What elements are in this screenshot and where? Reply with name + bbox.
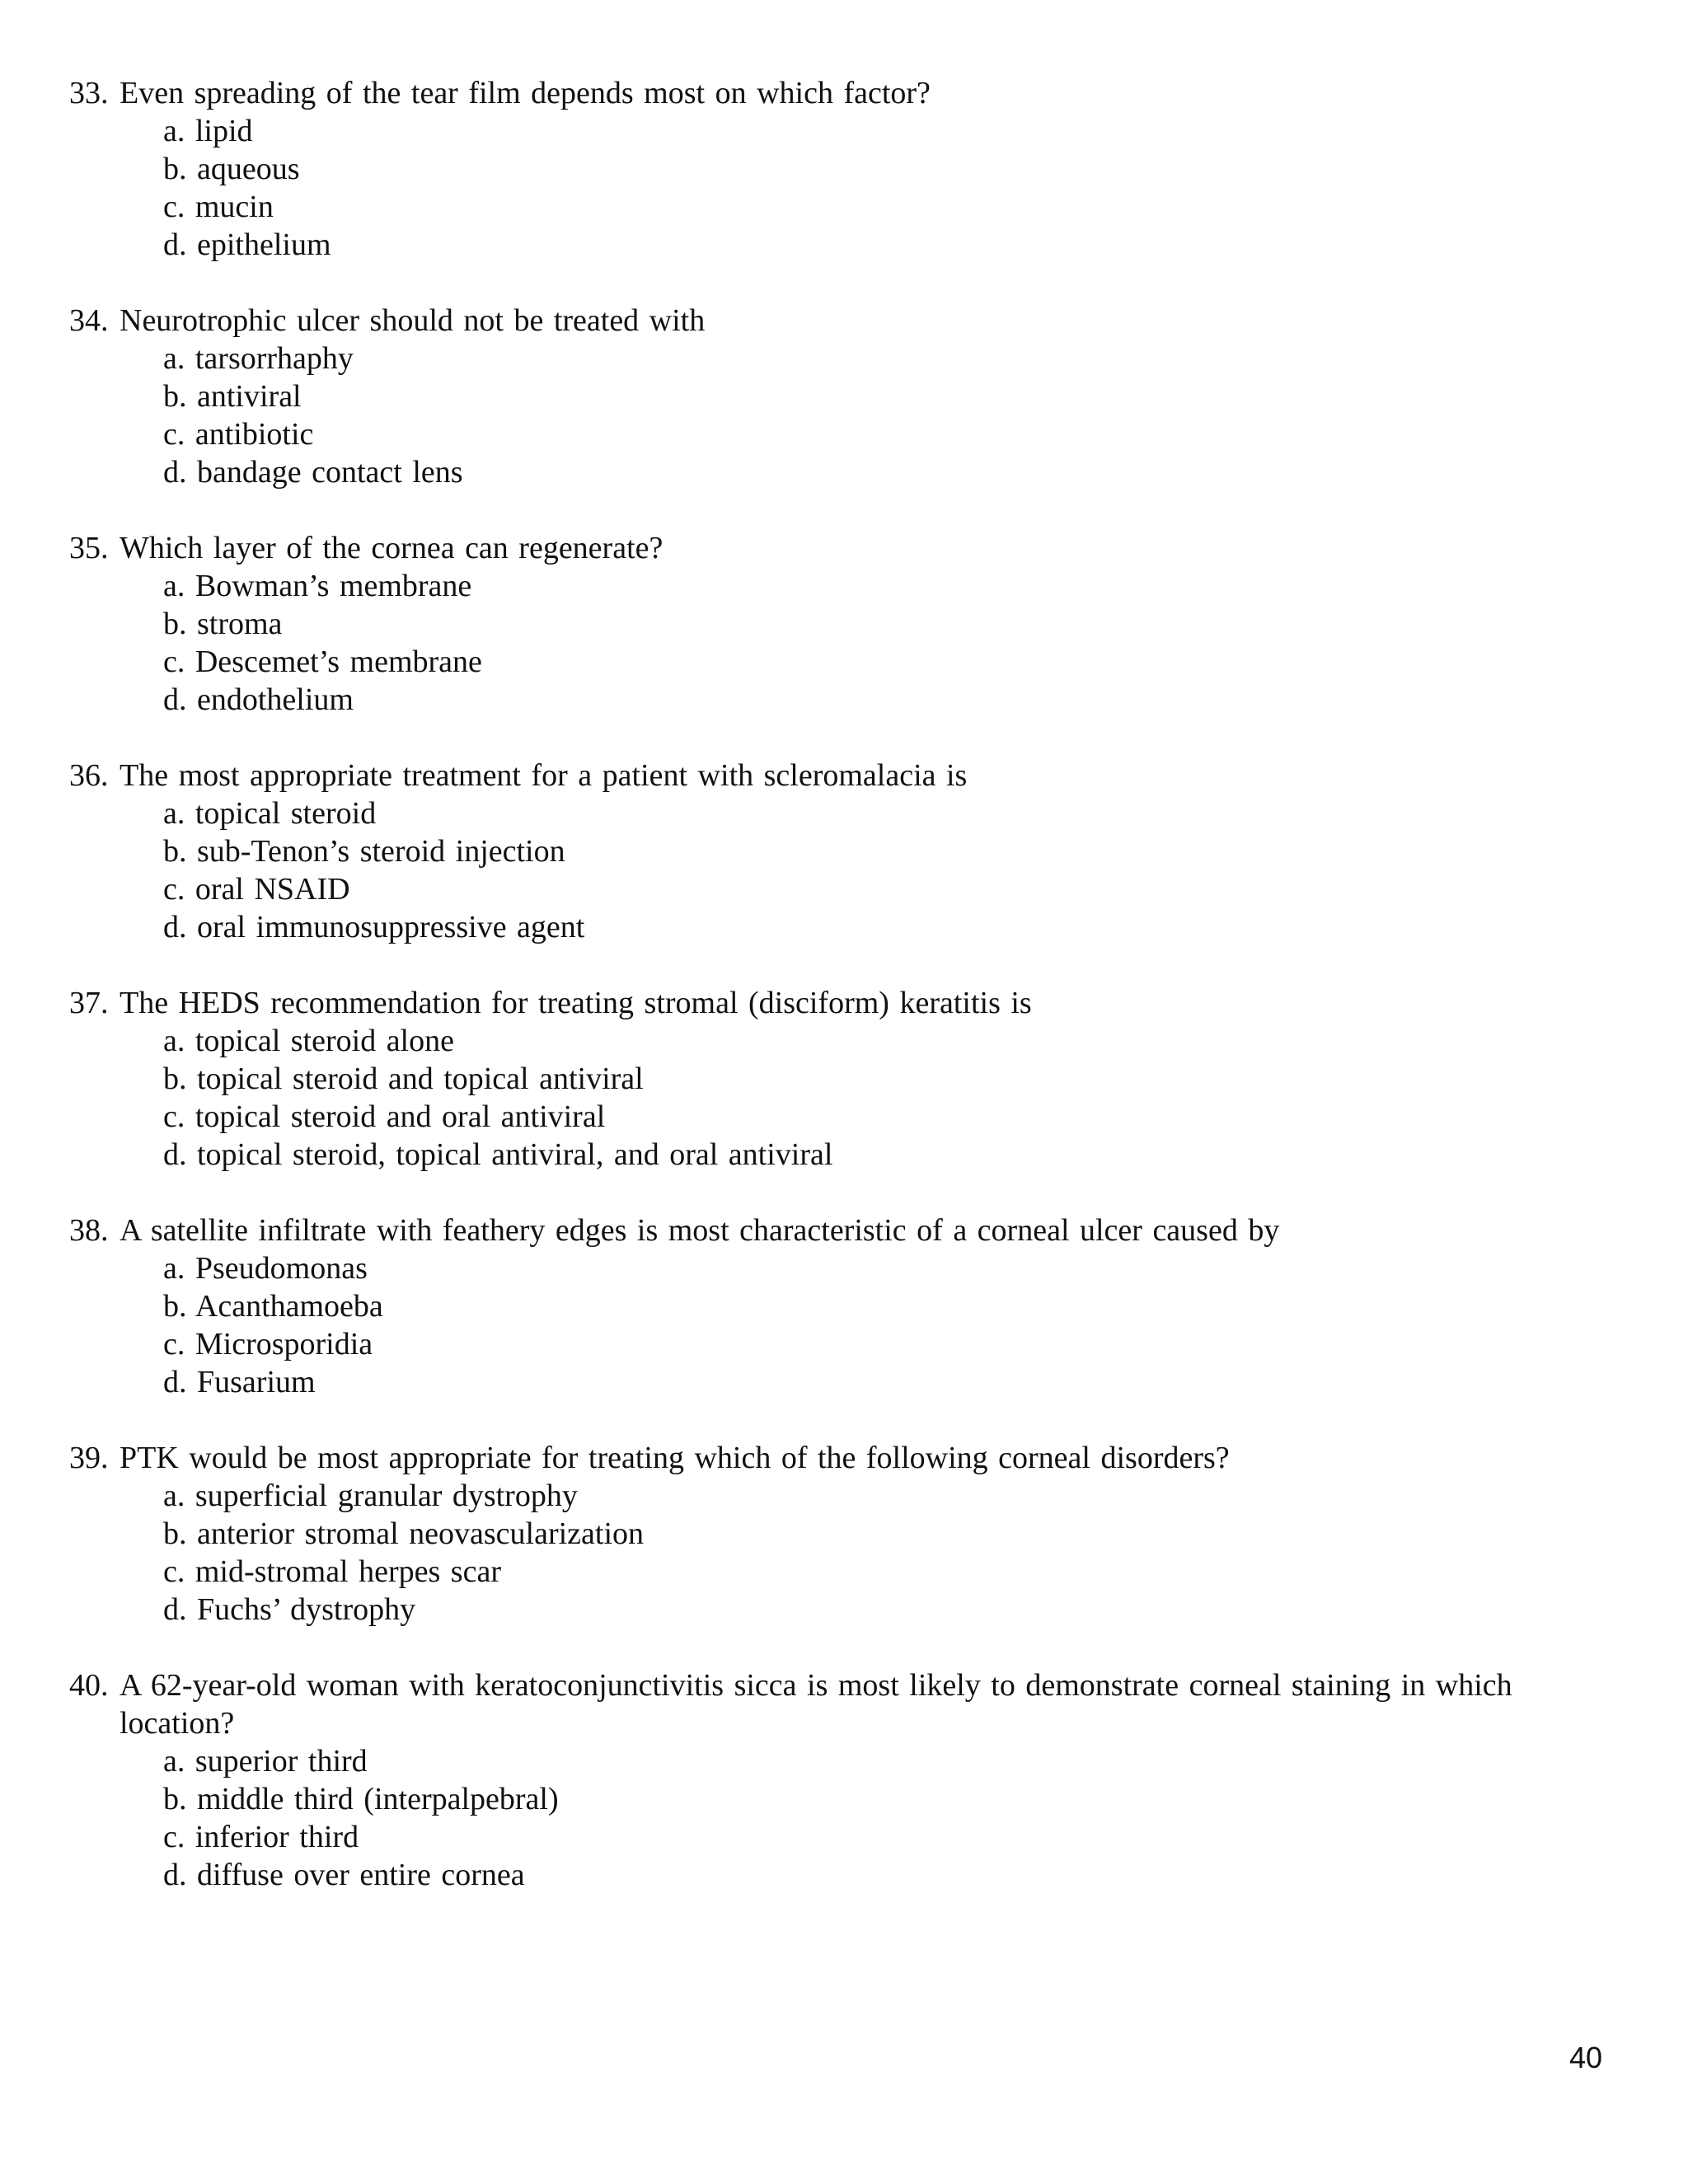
- answer-option: c. antibiotic: [163, 417, 314, 452]
- answer-option: a. tarsorrhaphy: [163, 341, 354, 376]
- answer-option: a. topical steroid alone: [163, 1024, 454, 1058]
- question-stem: [69, 74, 1569, 112]
- answer-option: c. Microsporidia: [163, 1327, 373, 1361]
- answer-option: c. mid-stromal herpes scar: [163, 1554, 501, 1589]
- question-text: Even spreading of the tear film depends most on which factor?: [120, 76, 931, 110]
- answer-option: b. topical steroid and topical antiviral: [163, 1062, 644, 1096]
- question-number: 37.: [69, 986, 109, 1020]
- answer-option: a. Bowman’s membrane: [163, 569, 472, 603]
- question-number: 39.: [69, 1441, 109, 1475]
- question-text: Neurotrophic ulcer should not be treated with: [120, 303, 706, 338]
- question-number: 35.: [69, 531, 109, 565]
- question-34: [69, 302, 1569, 491]
- question-number: 33.: [69, 76, 109, 110]
- answer-options: [69, 1022, 1569, 1174]
- answer-option: a. Pseudomonas: [163, 1251, 368, 1286]
- question-number: 36.: [69, 758, 109, 793]
- answer-options: [69, 794, 1569, 946]
- answer-option: b. middle third (interpalpebral): [163, 1782, 559, 1816]
- answer-option: a. superficial granular dystrophy: [163, 1479, 578, 1513]
- answer-option: d. Fuchs’ dystrophy: [163, 1592, 416, 1627]
- question-33: [69, 74, 1569, 264]
- question-list: [69, 74, 1569, 1932]
- answer-option: c. topical steroid and oral antiviral: [163, 1099, 606, 1134]
- question-stem: [69, 1212, 1569, 1249]
- question-text: A satellite infiltrate with feathery edges is most characteristic of a corneal ulcer caused by: [120, 1213, 1280, 1248]
- answer-option: d. oral immunosuppressive agent: [163, 910, 585, 944]
- answer-option: d. endothelium: [163, 682, 354, 717]
- answer-option: c. oral NSAID: [163, 872, 350, 907]
- question-number: 34.: [69, 303, 109, 338]
- answer-option: d. epithelium: [163, 227, 331, 262]
- answer-options: [69, 1742, 1569, 1894]
- answer-options: [69, 112, 1569, 264]
- answer-option: d. diffuse over entire cornea: [163, 1858, 525, 1892]
- answer-options: [69, 340, 1569, 491]
- answer-option: d. bandage contact lens: [163, 455, 463, 490]
- answer-option: c. mucin: [163, 190, 274, 224]
- page-number: 40: [1568, 2041, 1602, 2074]
- question-stem: [69, 1666, 1569, 1742]
- question-stem: [69, 1439, 1569, 1477]
- answer-option: b. stroma: [163, 607, 283, 641]
- answer-option: a. superior third: [163, 1744, 368, 1779]
- question-36: [69, 757, 1569, 946]
- answer-options: [69, 1477, 1569, 1629]
- question-stem: [69, 984, 1569, 1022]
- question-text: PTK would be most appropriate for treating which of the following corneal disorders?: [120, 1441, 1230, 1475]
- question-text: Which layer of the cornea can regenerate?: [120, 531, 663, 565]
- answer-option: b. sub-Tenon’s steroid injection: [163, 834, 565, 869]
- answer-option: b. aqueous: [163, 152, 300, 186]
- answer-options: [69, 567, 1569, 719]
- answer-option: d. Fusarium: [163, 1365, 316, 1399]
- question-text: A 62-year-old woman with keratoconjunctivitis sicca is most likely to demonstrate corneal staining in which location?: [120, 1668, 1512, 1741]
- answer-option: c. Descemet’s membrane: [163, 644, 482, 679]
- question-38: [69, 1212, 1569, 1401]
- answer-option: b. Acanthamoeba: [163, 1289, 383, 1324]
- question-number: 38.: [69, 1213, 109, 1248]
- question-39: [69, 1439, 1569, 1629]
- answer-option: c. inferior third: [163, 1820, 359, 1854]
- answer-option: b. anterior stromal neovascularization: [163, 1516, 645, 1551]
- question-text: The HEDS recommendation for treating stromal (disciform) keratitis is: [120, 986, 1032, 1020]
- answer-option: d. topical steroid, topical antiviral, and oral antiviral: [163, 1137, 833, 1172]
- question-stem: [69, 757, 1569, 794]
- question-stem: [69, 529, 1569, 567]
- answer-option: b. antiviral: [163, 379, 302, 414]
- question-35: [69, 529, 1569, 719]
- question-40: [69, 1666, 1569, 1894]
- answer-option: a. topical steroid: [163, 796, 377, 831]
- answer-options: [69, 1249, 1569, 1401]
- answer-option: a. lipid: [163, 114, 253, 148]
- question-stem: [69, 302, 1569, 340]
- question-text: The most appropriate treatment for a patient with scleromalacia is: [120, 758, 968, 793]
- question-37: [69, 984, 1569, 1174]
- question-number: 40.: [69, 1668, 109, 1703]
